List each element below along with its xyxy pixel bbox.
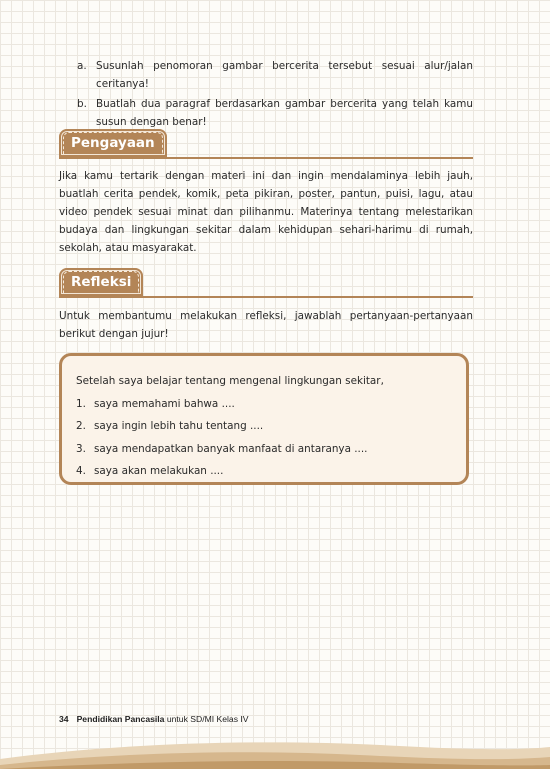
item-number: 4. [76,465,86,477]
item-number: 2. [76,420,86,432]
page-number: 34 [59,714,69,724]
item-text: saya akan melakukan .... [94,465,224,477]
item-text: saya memahami bahwa .... [94,397,235,410]
pengayaan-header [59,129,473,159]
refleksi-header [59,268,473,298]
decorative-wave [0,729,550,769]
list-text: Susunlah penomoran gambar bercerita tersebut sesuai alur/jalan ceritanya! [96,60,473,90]
list-text: Buatlah dua paragraf berdasarkan gambar bercerita yang telah kamu susun dengan benar! [96,98,473,128]
list-item [76,460,450,483]
list-marker: a. [77,60,87,72]
pengayaan-paragraph: Jika kamu tertarik dengan materi ini dan ingin mendalaminya lebih jauh, buatlah cerita pendek, komik, peta pikiran, poster, pantun, puisi, lagu, atau video pendek sesuai minat dan pilihanmu. Materinya tentang melestarikan budaya dan lingkungan sekitar dalam kehidupan sehari-harimu di rumah, sekolah, atau masyarakat. [59,170,473,254]
item-text: saya ingin lebih tahu tentang .... [94,420,264,432]
item-text: saya mendapatkan banyak manfaat di antaranya .... [94,442,368,455]
section-rule [59,296,473,298]
reflection-intro: Setelah saya belajar tentang mengenal lingkungan sekitar, [76,375,384,387]
book-title: Pendidikan Pancasila [76,714,165,724]
pengayaan-tab [59,129,167,157]
reflection-box [59,353,469,485]
list-item [76,393,450,416]
section-rule [59,157,473,159]
pengayaan-title: Pengayaan [71,135,155,151]
refleksi-tab [59,268,143,296]
list-item [76,438,450,461]
item-number: 1. [76,397,86,410]
list-item [59,57,473,93]
list-item [76,415,450,438]
item-number: 3. [76,442,86,455]
refleksi-paragraph: Untuk membantumu melakukan refleksi, jawablah pertanyaan-pertanyaan berikut dengan jujur! [59,310,473,340]
refleksi-title: Refleksi [71,274,132,290]
page-footer [59,714,249,724]
book-subtitle: untuk SD/MI Kelas IV [164,714,249,724]
list-item [59,95,473,131]
task-list [59,57,473,133]
list-marker: b. [77,98,87,110]
